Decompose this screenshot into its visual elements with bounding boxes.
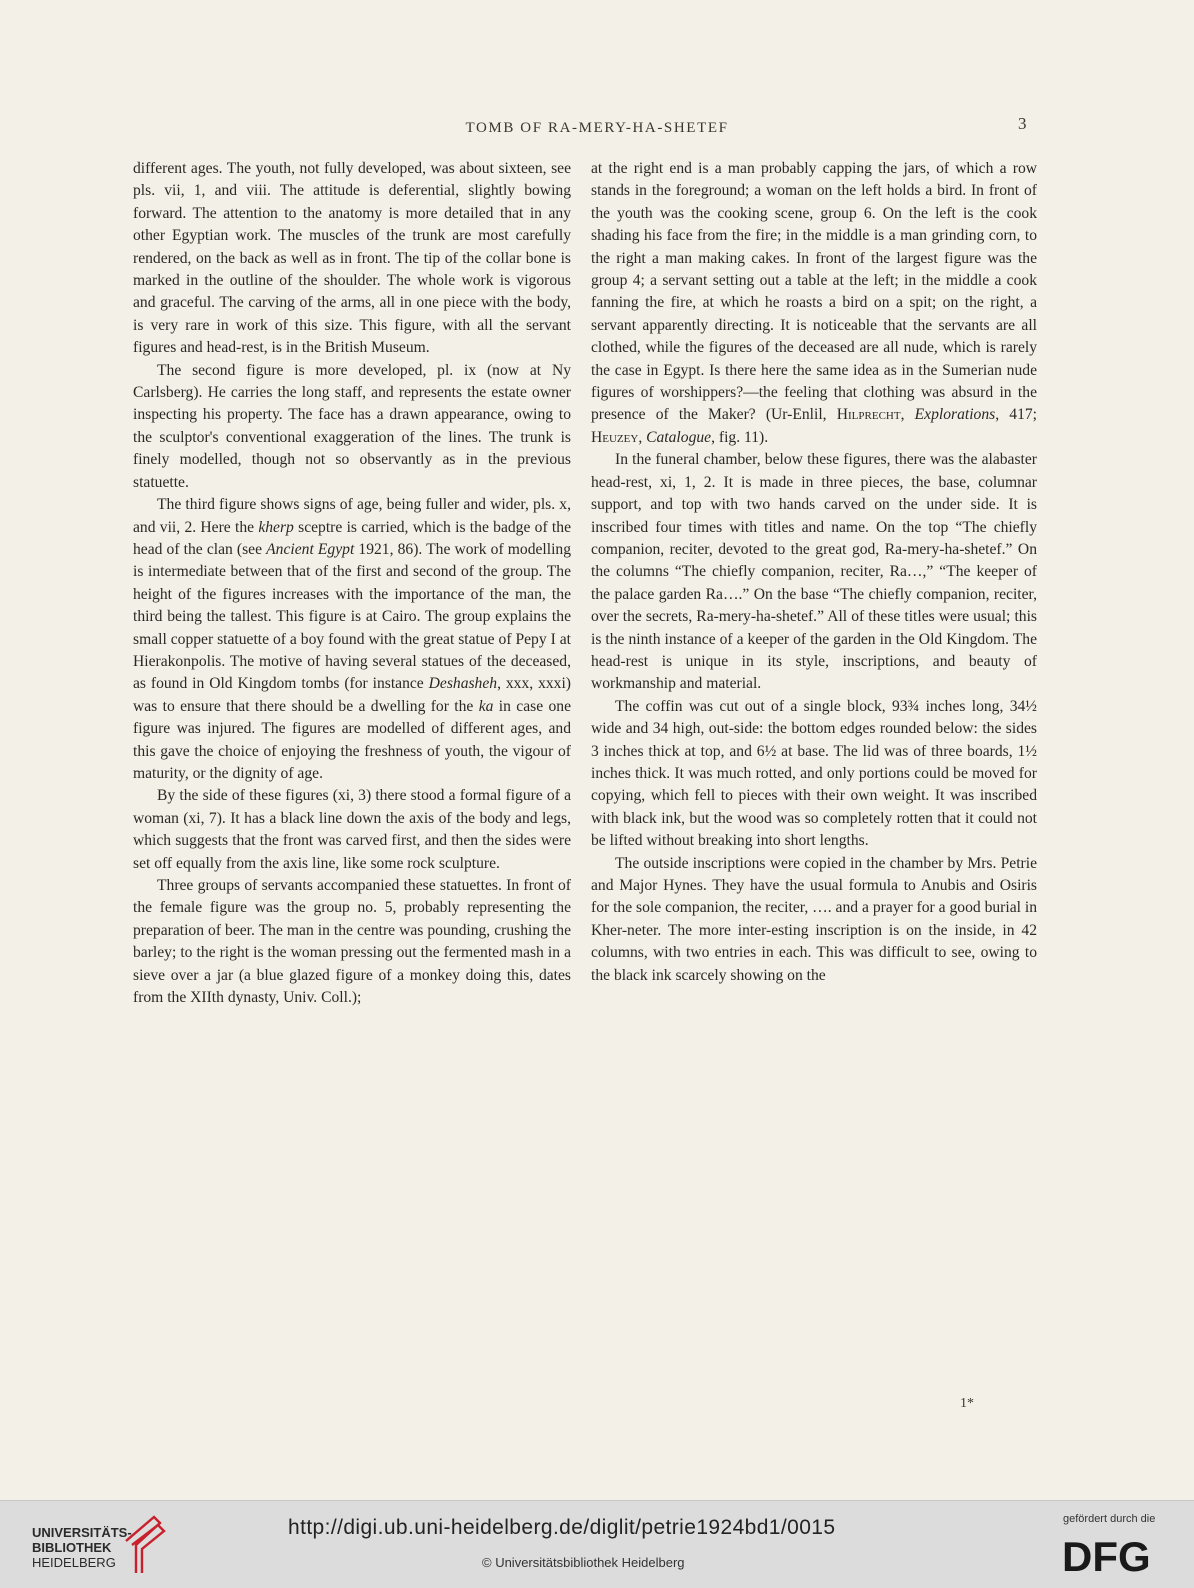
library-logo-icon (122, 1515, 168, 1575)
right-column (591, 158, 1037, 987)
copyright-notice: © Universitätsbibliothek Heidelberg (482, 1555, 685, 1570)
library-logo-text[interactable]: UNIVERSITÄTS- BIBLIOTHEK HEIDELBERG (32, 1525, 132, 1570)
author-name: Heuzey (591, 428, 639, 446)
paragraph: at the right end is a man probably capping the jars, of which a row stands in the foreground; a woman on the left holds a bird. In front of the youth was the cooking scene, group 6. On the left is the cook shading his face from the fire; in the middle is a man grinding corn, to the right a man making cakes. In front of the largest figure was the group 4; a servant setting out a table at the left; in the middle a cook fanning the fire, at which he roasts a bird on a spit; on the right, a servant apparently directing. It is noticeable that the servants are all clothed, while the figures of the deceased are all nude, which is rarely the case in Egypt. Is there here the same idea as in the Sumerian nude figures of worshippers?—the feeling that clothing was absurd in the presence of the Maker? (Ur-Enlil, Hilprecht, Explorations, 417; Heuzey, Catalogue, fig. 11). (591, 160, 1037, 446)
page-number: 3 (1018, 114, 1027, 133)
paragraph: Three groups of servants accompanied these statuettes. In front of the female figure was the group no. 5, probably representing the preparation of beer. The man in the centre was pounding, crushing the barley; to the right is the woman pressing out the fermented mash in a sieve over a jar (a blue glazed figure of a monkey doing this, dates from the XIIth dynasty, Univ. Coll.); (133, 877, 571, 1007)
italic-reference: Explorations (914, 406, 996, 424)
running-title: TOMB OF RA-MERY-HA-SHETEF (465, 120, 729, 136)
dfg-logo-text: DFG (1062, 1533, 1151, 1577)
dfg-logo-icon[interactable] (1060, 1533, 1166, 1577)
paragraph: The second figure is more developed, pl. ix (now at Ny Carlsberg). He carries the long staff, and represents the estate owner inspecting his property. The face has a drawn appearance, owing to the sculptor's conventional exaggeration of the lines. The trunk is finely modelled, though not so observantly as in the previous statuette. (133, 361, 571, 491)
paragraph: In the funeral chamber, below these figures, there was the alabaster head-rest, xi, 1, 2. It is made in three pieces, the base, columnar support, and top with two hands carved on the under side. It is inscribed four times with titles and name. On the top “The chiefly companion, reciter, devoted to the great god, Ra-mery-ha-shetef.” On the columns “The chiefly companion, reciter, Ra…,” “The keeper of the palace garden Ra….” On the base “The chiefly companion, reciter, over the secrets, Ra-mery-ha-shetef.” All of these titles were usual; this is the ninth instance of a keeper of the garden in the Old Kingdom. The head-rest is unique in its style, inscriptions, and beauty of workmanship and material. (591, 451, 1037, 693)
left-column (133, 158, 571, 1009)
paragraph: different ages. The youth, not fully developed, was about sixteen, see pls. vii, 1, and viii. The attitude is deferential, slightly bowing forward. The attention to the anatomy is more detailed that in any other Egyptian work. The muscles of the trunk are most carefully rendered, on the back as well as in front. The tip of the collar bone is marked in the outline of the shoulder. The whole work is vigorous and graceful. The carving of the arms, all in one piece with the body, is very rare in work of this size. This figure, with all the servant figures and head-rest, is in the British Museum. (133, 160, 571, 357)
italic-term: ka (478, 697, 494, 715)
italic-reference: Catalogue (646, 428, 712, 446)
paragraph: The coffin was cut out of a single block, 93¾ inches long, 34½ wide and 34 high, out-side: the bottom edges rounded below: the sides 3 inches thick at top, and 6½ at base. The lid was of three boards, 1½ inches thick. It was much rotted, and only portions could be moved for copying, which fell to pieces with their own weight. It was inscribed with black ink, but the wood was so completely rotten that it could not be lifted without breaking into short lengths. (591, 697, 1037, 850)
signature-mark: 1* (960, 1396, 974, 1411)
paragraph: The outside inscriptions were copied in the chamber by Mrs. Petrie and Major Hynes. They have the usual formula to Anubis and Osiris for the sole companion, the reciter, …. and a prayer for a good burial in Kher-neter. The more inter-esting inscription is on the inside, in 42 columns, with two entries in each. This was difficult to see, owing to the black ink scarcely showing on the (591, 854, 1037, 984)
italic-term: kherp (258, 518, 294, 536)
paragraph: The third figure shows signs of age, being fuller and wider, pls. x, and vii, 2. Here the kherp sceptre is carried, which is the badge of the head of the clan (see Ancient Egypt 1921, 86). The work of modelling is intermediate between that of the first and second of the group. The height of the figures increases with the importance of the man, the third being the tallest. This figure is at Cairo. The group explains the small copper statuette of a boy found with the great statue of Pepy I at Hierakonpolis. The motive of having several statues of the deceased, as found in Old Kingdom tombs (for instance Deshasheh, xxx, xxxi) was to ensure that there should be a dwelling for the ka in case one figure was injured. The figures are modelled of different ages, and this gave the choice of enjoying the freshness of youth, the vigour of maturity, or the dignity of age. (133, 496, 571, 782)
italic-reference: Deshasheh (428, 675, 498, 693)
author-name: Hilprecht (836, 406, 901, 424)
paragraph: By the side of these figures (xi, 3) there stood a formal figure of a woman (xi, 7). It has a black line down the axis of the body and legs, which suggests that the front was carved first, and then the sides were set off equally from the axis line, like some rock sculpture. (133, 787, 571, 872)
italic-reference: Ancient Egypt (266, 540, 355, 558)
viewer-footer (0, 1500, 1194, 1588)
permalink-url[interactable]: http://digi.ub.uni-heidelberg.de/diglit/petrie1924bd1/0015 (288, 1516, 836, 1539)
funding-caption: gefördert durch die (1063, 1513, 1156, 1525)
